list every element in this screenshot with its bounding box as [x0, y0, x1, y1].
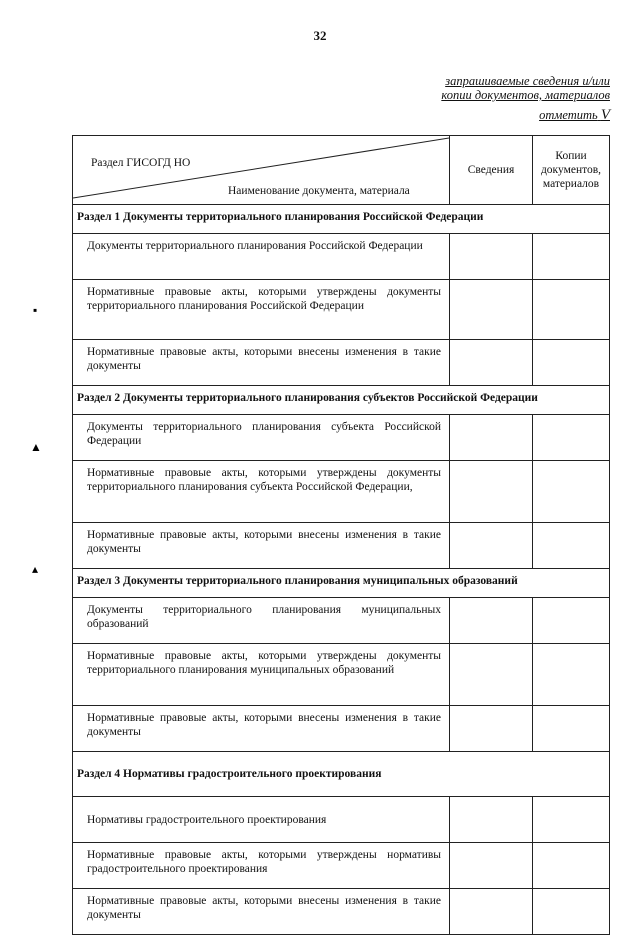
- copies-checkbox-cell[interactable]: [533, 598, 610, 644]
- margin-mark: ▴: [32, 562, 39, 576]
- document-name: Нормативные правовые акты, которыми внесены изменения в такие документы: [73, 523, 450, 569]
- document-name: Нормативы градостроительного проектирования: [73, 797, 450, 843]
- document-name: Нормативные правовые акты, которыми утверждены документы территориального планирования субъекта Российской Федерации,: [73, 461, 450, 523]
- info-checkbox-cell[interactable]: [450, 340, 533, 386]
- copies-checkbox-cell[interactable]: [533, 340, 610, 386]
- info-checkbox-cell[interactable]: [450, 889, 533, 935]
- margin-mark: ▪: [33, 303, 38, 317]
- section-title: Раздел 4 Нормативы градостроительного проектирования: [73, 752, 610, 797]
- document-name: Нормативные правовые акты, которыми утверждены документы территориального планирования муниципальных образований: [73, 644, 450, 706]
- copies-checkbox-cell[interactable]: [533, 644, 610, 706]
- document-name: Документы территориального планирования муниципальных образований: [73, 598, 450, 644]
- table-row: [73, 415, 610, 461]
- section-row: [73, 752, 610, 797]
- table-header-row: [73, 136, 610, 205]
- table-row: [73, 523, 610, 569]
- margin-mark: ▲: [30, 440, 42, 454]
- table-row: [73, 644, 610, 706]
- copies-checkbox-cell[interactable]: [533, 280, 610, 340]
- document-request-table: [72, 135, 610, 935]
- legend-line-3: отметить V: [539, 107, 610, 123]
- info-checkbox-cell[interactable]: [450, 797, 533, 843]
- header-document-label: Наименование документа, материала: [228, 185, 410, 197]
- info-checkbox-cell[interactable]: [450, 644, 533, 706]
- info-checkbox-cell[interactable]: [450, 523, 533, 569]
- copies-checkbox-cell[interactable]: [533, 415, 610, 461]
- document-name: Нормативные правовые акты, которыми внесены изменения в такие документы: [73, 706, 450, 752]
- info-checkbox-cell[interactable]: [450, 234, 533, 280]
- copies-checkbox-cell[interactable]: [533, 843, 610, 889]
- section-row: [73, 569, 610, 598]
- table-row: [73, 706, 610, 752]
- copies-checkbox-cell[interactable]: [533, 234, 610, 280]
- document-name: Нормативные правовые акты, которыми утверждены документы территориального планирования Российской Федерации: [73, 280, 450, 340]
- document-name: Документы территориального планирования Российской Федерации: [73, 234, 450, 280]
- section-title: Раздел 3 Документы территориального планирования муниципальных образований: [73, 569, 610, 598]
- info-checkbox-cell[interactable]: [450, 461, 533, 523]
- section-row: [73, 205, 610, 234]
- section-row: [73, 386, 610, 415]
- section-title: Раздел 1 Документы территориального планирования Российской Федерации: [73, 205, 610, 234]
- selection-legend: [441, 74, 610, 122]
- table-row: [73, 889, 610, 935]
- info-checkbox-cell[interactable]: [450, 706, 533, 752]
- copies-checkbox-cell[interactable]: [533, 797, 610, 843]
- header-diagonal-cell: [73, 136, 450, 205]
- copies-checkbox-cell[interactable]: [533, 706, 610, 752]
- copies-checkbox-cell[interactable]: [533, 889, 610, 935]
- info-checkbox-cell[interactable]: [450, 598, 533, 644]
- document-name: Нормативные правовые акты, которыми утверждены нормативы градостроительного проектирования: [73, 843, 450, 889]
- info-checkbox-cell[interactable]: [450, 843, 533, 889]
- document-name: Документы территориального планирования субъекта Российской Федерации: [73, 415, 450, 461]
- page-number: 32: [313, 28, 327, 43]
- document-name: Нормативные правовые акты, которыми внесены изменения в такие документы: [73, 340, 450, 386]
- document-name: Нормативные правовые акты, которыми внесены изменения в такие документы: [73, 889, 450, 935]
- table-row: [73, 280, 610, 340]
- copies-checkbox-cell[interactable]: [533, 523, 610, 569]
- table-row: [73, 461, 610, 523]
- info-checkbox-cell[interactable]: [450, 280, 533, 340]
- header-copies-column: Копии документов, материалов: [533, 136, 610, 205]
- legend-line-1: запрашиваемые сведения и/или: [445, 74, 610, 88]
- table-row: [73, 598, 610, 644]
- header-info-column: Сведения: [450, 136, 533, 205]
- header-section-label: Раздел ГИСОГД НО: [91, 157, 191, 169]
- table-row: [73, 234, 610, 280]
- table-row: [73, 340, 610, 386]
- info-checkbox-cell[interactable]: [450, 415, 533, 461]
- section-title: Раздел 2 Документы территориального планирования субъектов Российской Федерации: [73, 386, 610, 415]
- table-row: [73, 843, 610, 889]
- copies-checkbox-cell[interactable]: [533, 461, 610, 523]
- check-mark-symbol: V: [600, 107, 610, 123]
- table-row: [73, 797, 610, 843]
- legend-line-2: копии документов, материалов: [441, 88, 610, 102]
